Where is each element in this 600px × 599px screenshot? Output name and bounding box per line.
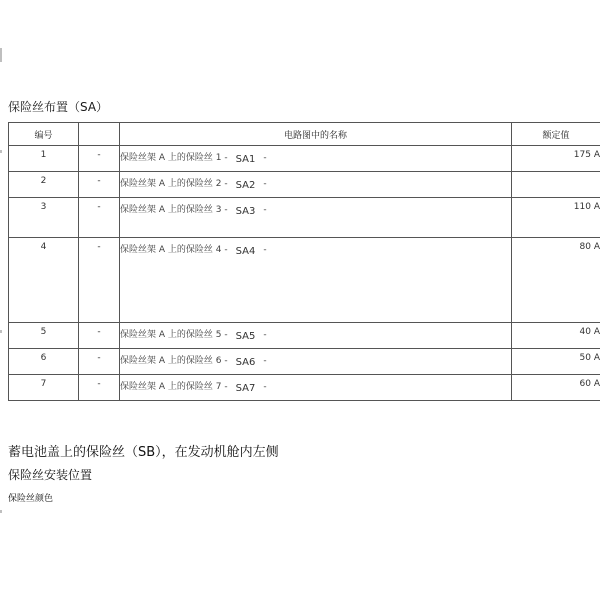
row-number: 6	[9, 349, 79, 375]
fuse-install-location-heading: 保险丝安装位置	[8, 468, 93, 482]
header-number: 编号	[9, 123, 79, 146]
row-rating: 60 A	[512, 375, 600, 401]
fuse-name: 保险丝架 A 上的保险丝 3 -	[120, 205, 228, 215]
fuse-code-dash: -	[263, 330, 267, 340]
row-number: 1	[9, 146, 79, 172]
fuse-color-heading: 保险丝颜色	[8, 494, 54, 504]
fuse-code: SA1	[235, 154, 256, 165]
row-dash: -	[79, 172, 120, 198]
row-dash: -	[79, 238, 120, 323]
row-dash: -	[79, 375, 120, 401]
header-rating: 额定值	[512, 123, 600, 146]
fuse-code: SA2	[235, 180, 256, 191]
table-row	[9, 375, 600, 401]
fuse-code-dash: -	[263, 382, 267, 392]
fuse-name: 保险丝架 A 上的保险丝 7 -	[120, 382, 228, 392]
row-rating: 175 A	[512, 146, 600, 172]
row-dash: -	[79, 198, 120, 238]
row-name	[120, 349, 512, 375]
fuse-name: 保险丝架 A 上的保险丝 6 -	[120, 356, 228, 366]
battery-cover-fuses-heading: 蓄电池盖上的保险丝（SB），在发动机舱内左侧	[8, 445, 279, 460]
fuse-code: SA5	[235, 331, 256, 342]
row-rating: 50 A	[512, 349, 600, 375]
row-rating: 110 A	[512, 198, 600, 238]
page-edge-mark	[0, 48, 2, 62]
table-row	[9, 172, 600, 198]
table-row	[9, 146, 600, 172]
row-dash: -	[79, 146, 120, 172]
row-name	[120, 323, 512, 349]
row-number: 5	[9, 323, 79, 349]
row-name	[120, 146, 512, 172]
row-name	[120, 238, 512, 323]
row-dash: -	[79, 349, 120, 375]
row-name	[120, 172, 512, 198]
fuse-name: 保险丝架 A 上的保险丝 1 -	[120, 153, 228, 163]
fuse-code: SA6	[235, 357, 256, 368]
fuse-code-dash: -	[263, 179, 267, 189]
fuse-code-dash: -	[263, 356, 267, 366]
page-edge-mark	[0, 330, 2, 333]
table-row	[9, 323, 600, 349]
table-row	[9, 198, 600, 238]
fuse-code: SA3	[235, 206, 256, 217]
row-rating: 40 A	[512, 323, 600, 349]
table-row	[9, 238, 600, 323]
table-row	[9, 349, 600, 375]
row-name	[120, 198, 512, 238]
page-edge-mark	[0, 150, 2, 153]
row-rating: 80 A	[512, 238, 600, 323]
header-name: 电路图中的名称	[120, 123, 512, 146]
row-rating	[512, 172, 600, 198]
fuse-code-dash: -	[263, 245, 267, 255]
header-blank	[79, 123, 120, 146]
fuse-code: SA7	[235, 383, 256, 394]
row-number: 4	[9, 238, 79, 323]
fuse-name: 保险丝架 A 上的保险丝 2 -	[120, 179, 228, 189]
table-header-row	[9, 123, 600, 146]
row-name	[120, 375, 512, 401]
section-title: 保险丝布置（SA）	[8, 100, 109, 114]
fuse-code: SA4	[235, 246, 256, 257]
row-number: 3	[9, 198, 79, 238]
fuse-code-dash: -	[263, 153, 267, 163]
row-dash: -	[79, 323, 120, 349]
fuse-name: 保险丝架 A 上的保险丝 4 -	[120, 245, 228, 255]
row-number: 2	[9, 172, 79, 198]
fuse-code-dash: -	[263, 205, 267, 215]
row-number: 7	[9, 375, 79, 401]
page-edge-mark	[0, 510, 2, 513]
fuse-name: 保险丝架 A 上的保险丝 5 -	[120, 330, 228, 340]
fuse-table	[8, 122, 600, 401]
